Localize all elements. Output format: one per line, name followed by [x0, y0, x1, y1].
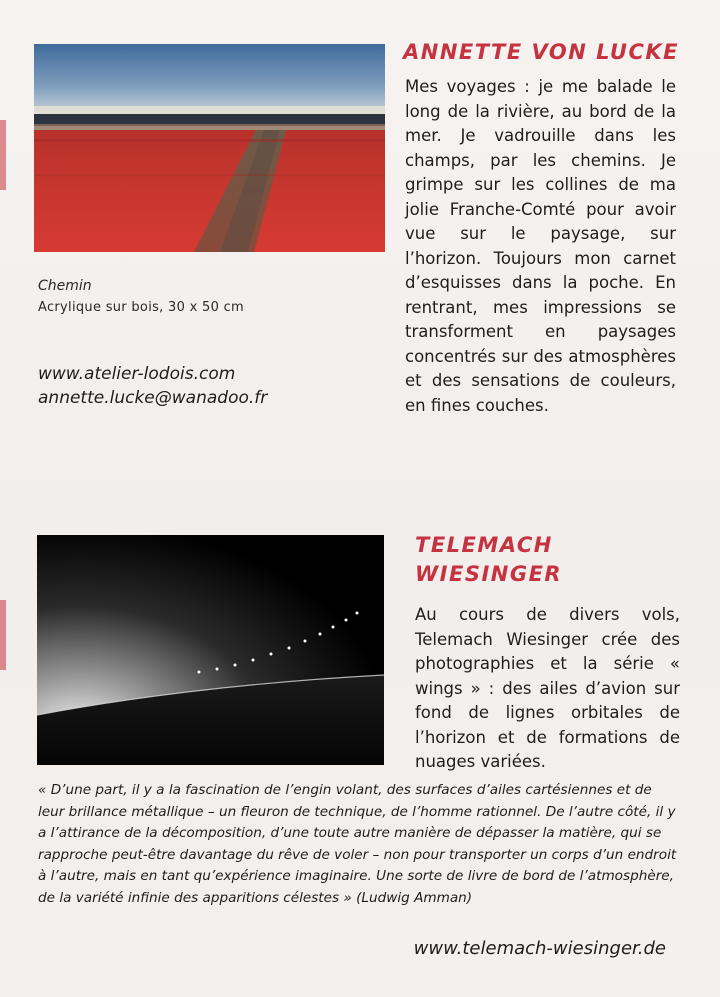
artist2-website-link[interactable]: www.telemach-wiesinger.de: [413, 938, 666, 959]
photo-image: [37, 535, 384, 765]
artwork-title: Chemin: [38, 278, 92, 294]
artist2-name: TELEMACH WIESINGER: [415, 533, 563, 586]
painting-image: [34, 44, 385, 252]
photo-wings: [37, 535, 384, 765]
edge-mark: [0, 120, 6, 190]
artist2-bio: Au cours de divers vols, Telemach Wiesinger crée des photographies et la série « wings » : des ailes d’avion sur fond de lignes orbitales de l’horizon et de formations de nuages variées.: [415, 605, 680, 771]
artist1-email-link[interactable]: annette.lucke@wanadoo.fr: [38, 388, 268, 408]
artist1-name: ANNETTE VON LUCKE: [403, 40, 679, 64]
painting-chemin: [34, 44, 385, 252]
artist1-bio: Mes voyages : je me balade le long de la rivière, au bord de la mer. Je vadrouille dans les champs, par les chemins. Je grimpe sur les collines de ma jolie Franche-Comté pour avoir vue sur le paysage, sur l’horizon. Toujours mon carnet d’esquisses dans la poche. En rentrant, mes impressions se transforment en paysages concentrés sur des atmosphères et des sensations de couleurs, en fines couches.: [405, 77, 676, 415]
artist1-website-link[interactable]: www.atelier-lodois.com: [38, 364, 236, 384]
quote-ludwig-amman: « D’une part, il y a la fascination de l’engin volant, des surfaces d’ailes cartésiennes et de leur brillance métallique – un fleuron de technique, de l’homme rationnel. De l’autre côté, il y a l’attirance de la décomposition, d’une toute autre manière de dépasser la matière, qui se rapproche peut-être davantage du rêve de voler – non pour transporter un corps d’un endroit à l’autre, mais en tant qu’expérience imaginaire. Une sorte de livre de bord de l’atmosphère, de la variété infinie des apparitions célestes » (Ludwig Amman): [38, 782, 677, 906]
edge-mark: [0, 600, 6, 670]
artwork-medium: Acrylique sur bois, 30 x 50 cm: [38, 300, 245, 315]
